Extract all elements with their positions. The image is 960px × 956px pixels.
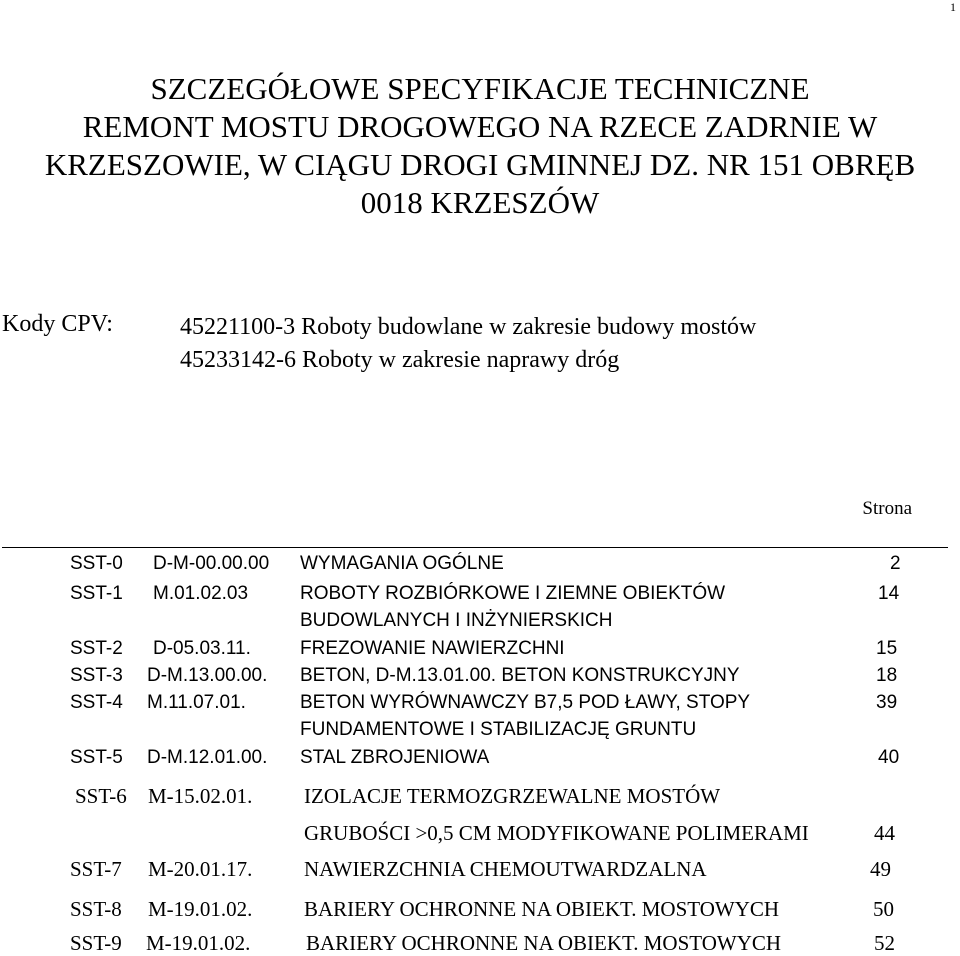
toc-sst: SST-4 <box>70 692 123 713</box>
toc-page: 49 <box>870 857 891 881</box>
toc-page: 15 <box>876 638 898 659</box>
toc-sst: SST-3 <box>70 665 123 686</box>
toc-page: 18 <box>876 665 898 686</box>
toc-sst: SST-5 <box>70 747 123 768</box>
toc-page-header: Strona <box>862 498 912 519</box>
toc-code: M.01.02.03 <box>153 583 249 604</box>
cpv-label: Kody CPV: <box>2 311 113 337</box>
toc-title: BARIERY OCHRONNE NA OBIEKT. MOSTOWYCH <box>306 931 782 955</box>
title-line-3: KRZESZOWIE, W CIĄGU DROGI GMINNEJ DZ. NR 151 OBRĘB <box>44 147 916 182</box>
toc-sst: SST-0 <box>70 553 123 574</box>
toc-page: 50 <box>873 897 894 921</box>
toc-code: D-M.13.00.00. <box>147 665 268 686</box>
toc-page: 52 <box>874 931 895 955</box>
toc-title: WYMAGANIA OGÓLNE <box>300 553 504 574</box>
toc-sst: SST-9 <box>70 931 122 955</box>
toc-title: STAL ZBROJENIOWA <box>300 747 490 768</box>
cpv-code-2: 45233142-6 Roboty w zakresie naprawy dróg <box>180 347 620 373</box>
toc-page: 40 <box>878 747 900 768</box>
title-line-2: REMONT MOSTU DROGOWEGO NA RZECE ZADRNIE W <box>82 109 878 144</box>
toc-code: D-M.12.01.00. <box>147 747 268 768</box>
toc-code: M-20.01.17. <box>148 857 253 881</box>
toc-code: D-M-00.00.00 <box>153 553 270 574</box>
toc-sst: SST-7 <box>70 857 122 881</box>
toc-title: FREZOWANIE NAWIERZCHNI <box>300 638 565 659</box>
toc-title-continued: BUDOWLANYCH I INŻYNIERSKICH <box>300 610 613 631</box>
toc-title: ROBOTY ROZBIÓRKOWE I ZIEMNE OBIEKTÓW <box>300 583 726 604</box>
toc-sst: SST-1 <box>70 583 123 604</box>
title-line-4: 0018 KRZESZÓW <box>360 185 600 220</box>
title-line-1: SZCZEGÓŁOWE SPECYFIKACJE TECHNICZNE <box>150 71 810 106</box>
page-number: 1 <box>950 0 956 14</box>
toc-code: D-05.03.11. <box>153 638 251 659</box>
toc-code: M-15.02.01. <box>148 784 253 808</box>
toc-title: IZOLACJE TERMOZGRZEWALNE MOSTÓW <box>304 784 721 808</box>
toc-code: M.11.07.01. <box>147 692 246 713</box>
toc-title: NAWIERZCHNIA CHEMOUTWARDZALNA <box>304 857 707 881</box>
toc-page: 14 <box>878 583 900 604</box>
toc-code: M-19.01.02. <box>146 931 251 955</box>
toc-code: M-19.01.02. <box>148 897 253 921</box>
toc-title: BARIERY OCHRONNE NA OBIEKT. MOSTOWYCH <box>304 897 780 921</box>
toc-title-continued: GRUBOŚCI >0,5 CM MODYFIKOWANE POLIMERAMI <box>304 821 809 845</box>
toc-title: BETON, D-M.13.01.00. BETON KONSTRUKCYJNY <box>300 665 740 686</box>
toc-title: BETON WYRÓWNAWCZY B7,5 POD ŁAWY, STOPY <box>300 692 751 713</box>
toc-sst: SST-2 <box>70 638 123 659</box>
toc-page: 44 <box>874 821 895 845</box>
toc-title-continued: FUNDAMENTOWE I STABILIZACJĘ GRUNTU <box>300 719 697 740</box>
cpv-code-1: 45221100-3 Roboty budowlane w zakresie budowy mostów <box>180 314 757 340</box>
toc-page: 2 <box>890 553 901 574</box>
toc-page: 39 <box>876 692 898 713</box>
toc-sst: SST-6 <box>75 784 127 808</box>
toc-sst: SST-8 <box>70 897 122 921</box>
